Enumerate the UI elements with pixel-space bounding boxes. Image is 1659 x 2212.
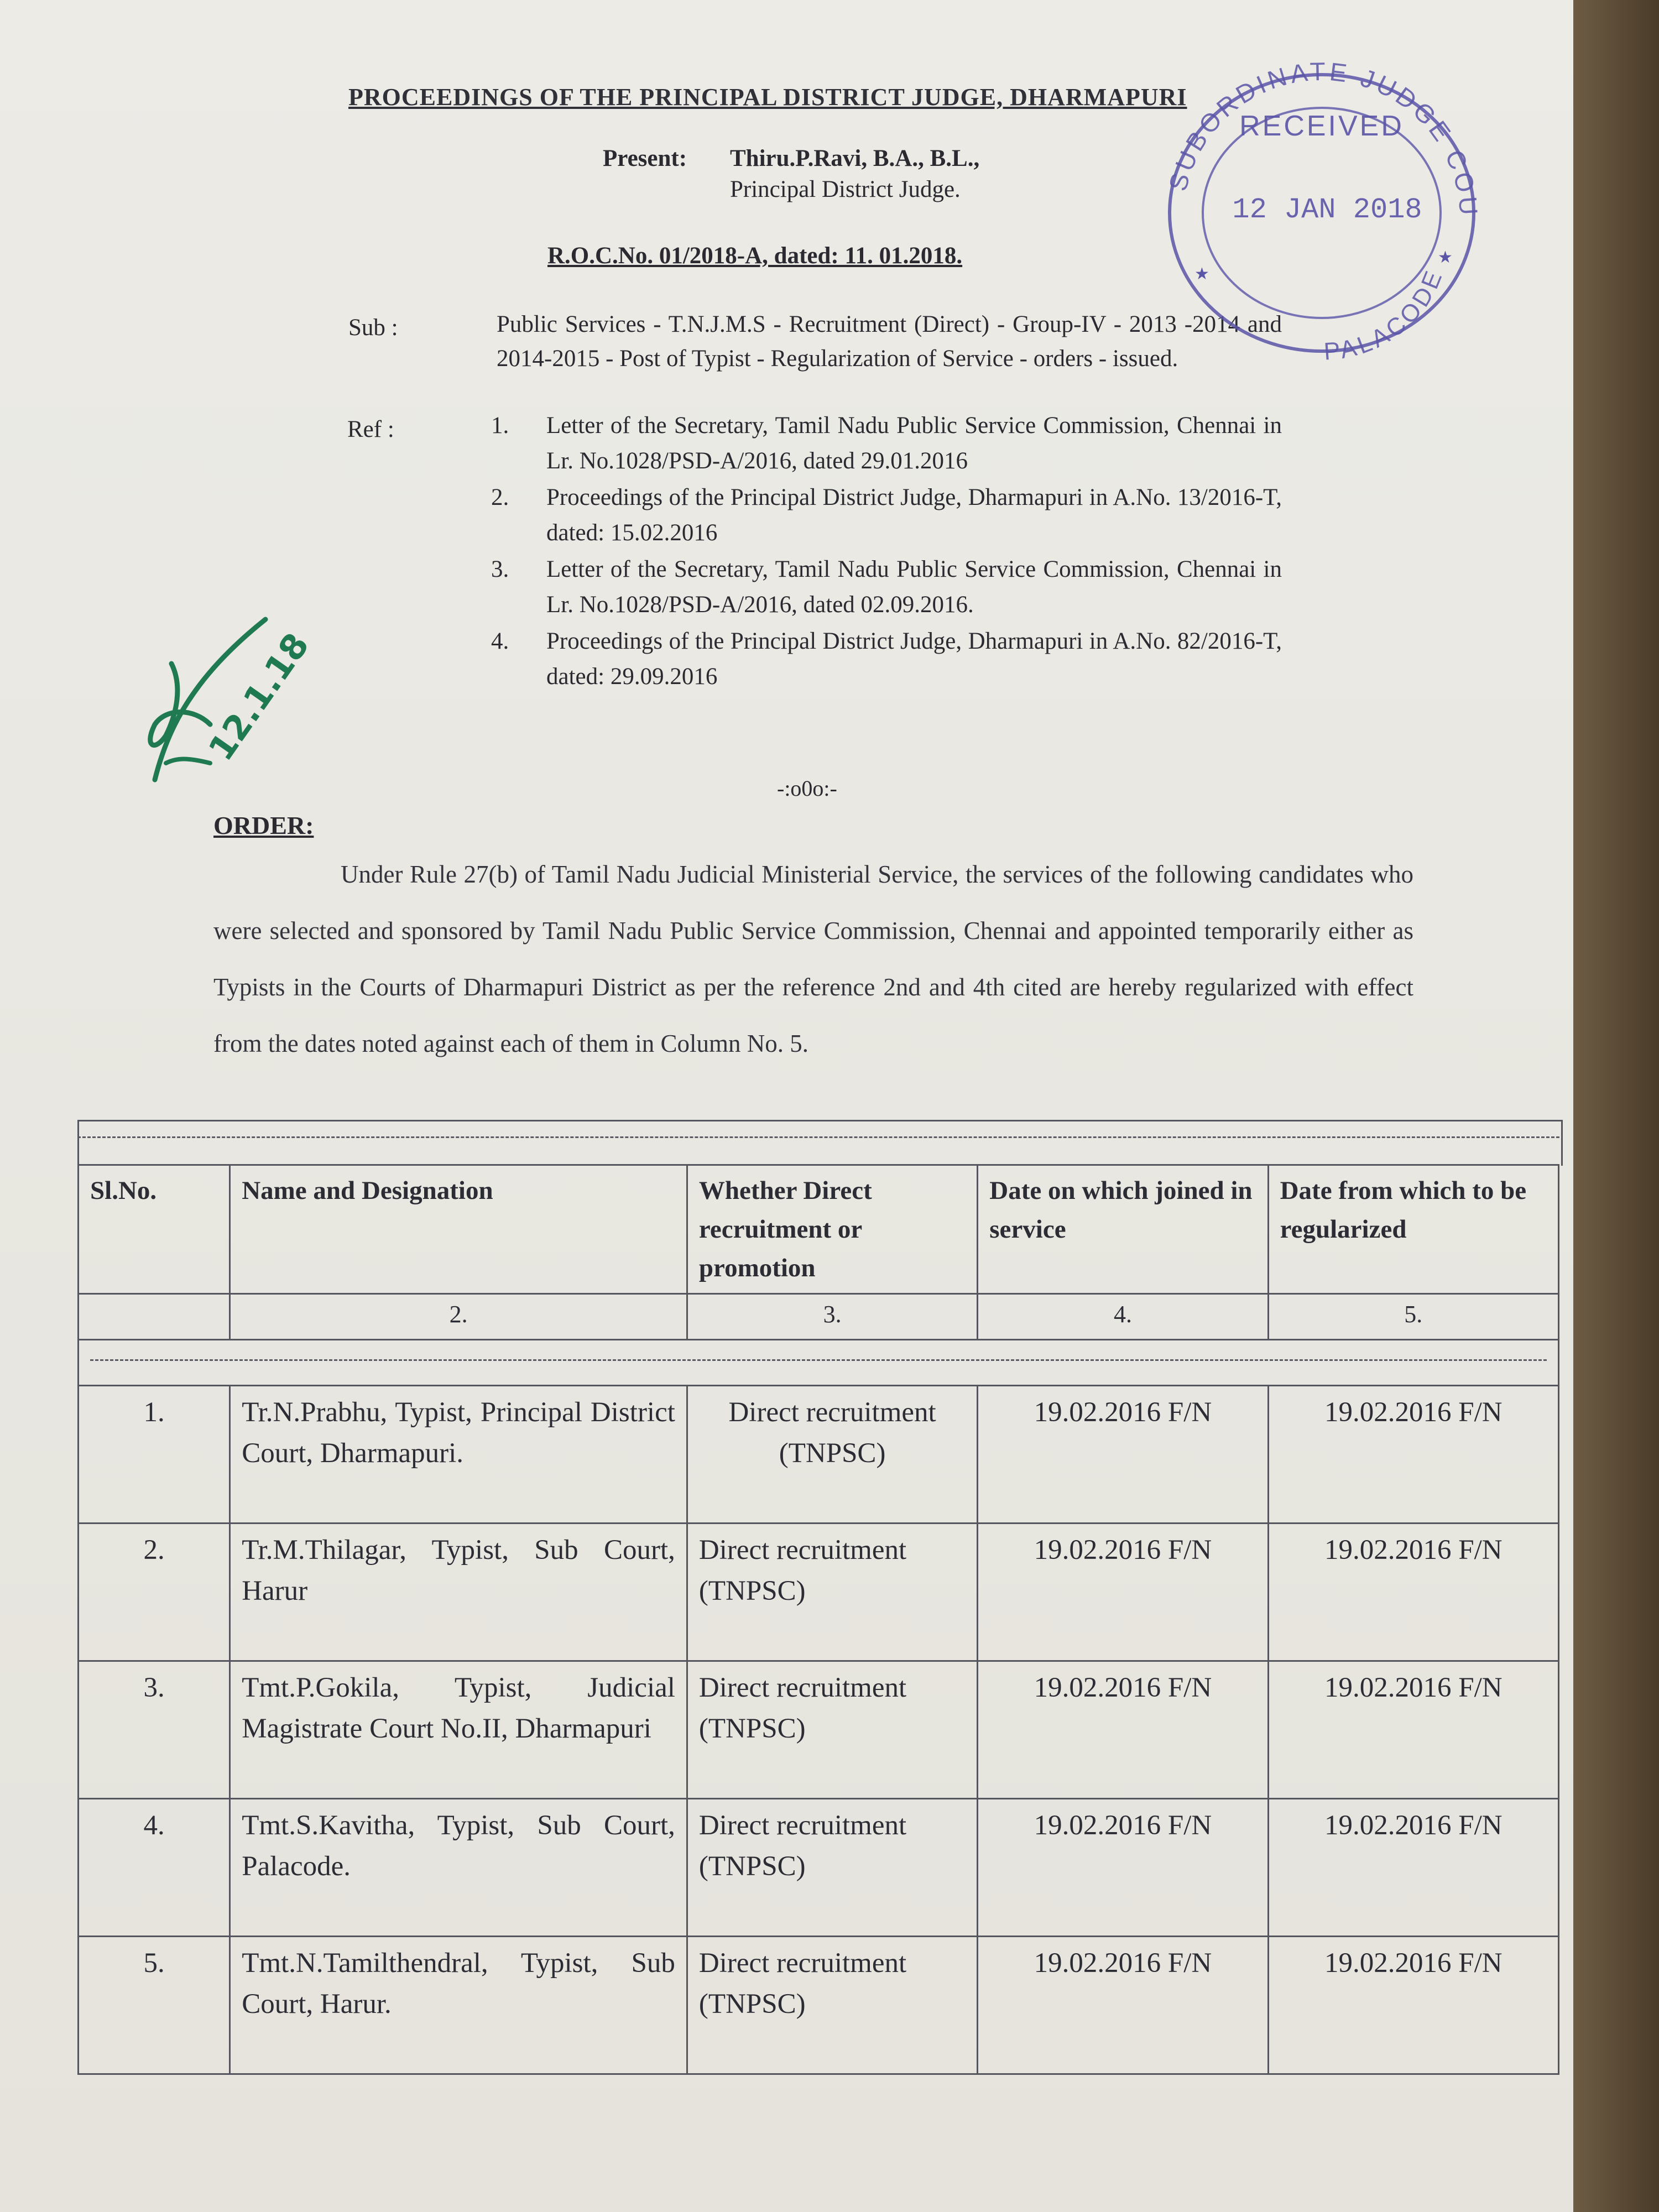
handwritten-initials	[133, 597, 343, 807]
cell-regularized: 19.02.2016 F/N	[1268, 1661, 1558, 1799]
cell-name: Tr.N.Prabhu, Typist, Principal District Court, Dharmapuri.	[230, 1386, 687, 1524]
reference-text: Letter of the Secretary, Tamil Nadu Public Service Commission, Chennai in Lr. No.1028/PSD-A/2016, dated 29.01.2016	[546, 413, 1282, 474]
cell-recruitment: Direct recruitment (TNPSC)	[687, 1524, 977, 1661]
table-top-border	[77, 1120, 1563, 1166]
present-label: Present:	[603, 145, 687, 171]
cell-joined: 19.02.2016 F/N	[978, 1386, 1268, 1524]
reference-label: Ref :	[347, 416, 394, 442]
table-row	[79, 1661, 1559, 1799]
judge-name: Thiru.P.Ravi, B.A., B.L.,	[730, 145, 980, 171]
cell-sl-no: 1.	[79, 1386, 230, 1524]
dashed-line	[90, 1359, 1547, 1361]
reference-text: Letter of the Secretary, Tamil Nadu Public Service Commission, Chennai in Lr. No.1028/PSD-A/2016, dated 02.09.2016.	[546, 556, 1282, 618]
regularization-table	[77, 1164, 1559, 2075]
reference-item	[491, 480, 1282, 551]
table-row	[79, 1937, 1559, 2074]
cell-joined: 19.02.2016 F/N	[978, 1937, 1268, 2074]
signature-graphic	[133, 597, 343, 807]
table-row	[79, 1386, 1559, 1524]
column-number: 5.	[1268, 1294, 1558, 1340]
stamp-graphic	[1139, 53, 1504, 362]
header-name: Name and Designation	[230, 1165, 687, 1294]
section-separator: -:o0o:-	[777, 776, 837, 801]
cell-regularized: 19.02.2016 F/N	[1268, 1937, 1558, 2074]
reference-text: Proceedings of the Principal District Judge, Dharmapuri in A.No. 13/2016-T, dated: 15.02.2016	[546, 484, 1282, 546]
cell-regularized: 19.02.2016 F/N	[1268, 1524, 1558, 1661]
order-heading: ORDER:	[213, 811, 314, 839]
cell-joined: 19.02.2016 F/N	[978, 1661, 1268, 1799]
cell-name: Tmt.P.Gokila, Typist, Judicial Magistrate Court No.II, Dharmapuri	[230, 1661, 687, 1799]
table-surface	[1573, 0, 1659, 2212]
cell-recruitment: Direct recruitment (TNPSC)	[687, 1661, 977, 1799]
document-title: PROCEEDINGS OF THE PRINCIPAL DISTRICT JUDGE, DHARMAPURI	[348, 84, 1187, 111]
roc-number: R.O.C.No. 01/2018-A, dated: 11. 01.2018.	[547, 243, 963, 269]
reference-item	[491, 552, 1282, 623]
reference-text: Proceedings of the Principal District Judge, Dharmapuri in A.No. 82/2016-T, dated: 29.09.2016	[546, 628, 1282, 690]
cell-name: Tr.M.Thilagar, Typist, Sub Court, Harur	[230, 1524, 687, 1661]
judge-designation: Principal District Judge.	[730, 176, 961, 202]
cell-regularized: 19.02.2016 F/N	[1268, 1386, 1558, 1524]
order-text: Under Rule 27(b) of Tamil Nadu Judicial Ministerial Service, the services of the following candidates who were selected and sponsored by Tamil Nadu Public Service Commission, Chennai and appointed temporarily either as Typists in the Courts of Dharmapuri District as per the reference 2nd and 4th cited are hereby regularized with effect from the dates noted against each of them in Column No. 5.	[213, 860, 1413, 1057]
header-joined: Date on which joined in service	[978, 1165, 1268, 1294]
signature-stroke	[166, 759, 210, 764]
reference-number: 1.	[491, 413, 509, 439]
stamp-date: 12 JAN 2018	[1232, 194, 1422, 226]
stamp-star-icon: ★	[1438, 248, 1453, 267]
stamp-received: RECEIVED	[1239, 110, 1404, 142]
signature-stroke	[150, 664, 210, 745]
table-header-row	[79, 1165, 1559, 1294]
header-recruitment: Whether Direct recruitment or promotion	[687, 1165, 977, 1294]
reference-number: 3.	[491, 556, 509, 582]
cell-joined: 19.02.2016 F/N	[978, 1799, 1268, 1937]
regularization-table-wrap	[77, 1120, 1559, 2060]
column-number: 4.	[978, 1294, 1268, 1340]
stamp-star-icon: ★	[1194, 264, 1209, 284]
signature-date: 12.1.18	[200, 625, 317, 768]
subject-label: Sub :	[348, 315, 398, 341]
reference-item	[491, 624, 1282, 695]
cell-joined: 19.02.2016 F/N	[978, 1524, 1268, 1661]
cell-recruitment: Direct recruitment (TNPSC)	[687, 1937, 977, 2074]
reference-number: 4.	[491, 628, 509, 654]
header-sl-no: Sl.No.	[79, 1165, 230, 1294]
cell-recruitment: Direct recruitment (TNPSC)	[687, 1386, 977, 1524]
table-dashed-rule	[77, 1136, 1559, 1138]
column-number: 2.	[230, 1294, 687, 1340]
reference-number: 2.	[491, 484, 509, 510]
column-number-row	[79, 1294, 1559, 1340]
cell-recruitment: Direct recruitment (TNPSC)	[687, 1799, 977, 1937]
cell-name: Tmt.S.Kavitha, Typist, Sub Court, Palacode.	[230, 1799, 687, 1937]
cell-sl-no: 3.	[79, 1661, 230, 1799]
table-row	[79, 1524, 1559, 1661]
stamp-place: PALACODE	[1323, 264, 1449, 362]
received-stamp	[1139, 53, 1504, 362]
reference-list	[491, 408, 1282, 696]
column-number: 3.	[687, 1294, 977, 1340]
reference-item	[491, 408, 1282, 479]
cell-sl-no: 2.	[79, 1524, 230, 1661]
header-regularized: Date from which to be regularized	[1268, 1165, 1558, 1294]
dashed-separator-cell	[79, 1340, 1559, 1386]
cell-sl-no: 4.	[79, 1799, 230, 1937]
table-row	[79, 1799, 1559, 1937]
column-number	[79, 1294, 230, 1340]
stamp-ring-text: SUBORDINATE JUDGE COU	[1163, 56, 1484, 220]
cell-name: Tmt.N.Tamilthendral, Typist, Sub Court, Harur.	[230, 1937, 687, 2074]
subject-text: Public Services - T.N.J.M.S - Recruitment (Direct) - Group-IV - 2013 -2014 and 2014-2015 - Post of Typist - Regularization of Service - orders - issued.	[497, 311, 1282, 372]
cell-sl-no: 5.	[79, 1937, 230, 2074]
dashed-separator-row	[79, 1340, 1559, 1386]
cell-regularized: 19.02.2016 F/N	[1268, 1799, 1558, 1937]
